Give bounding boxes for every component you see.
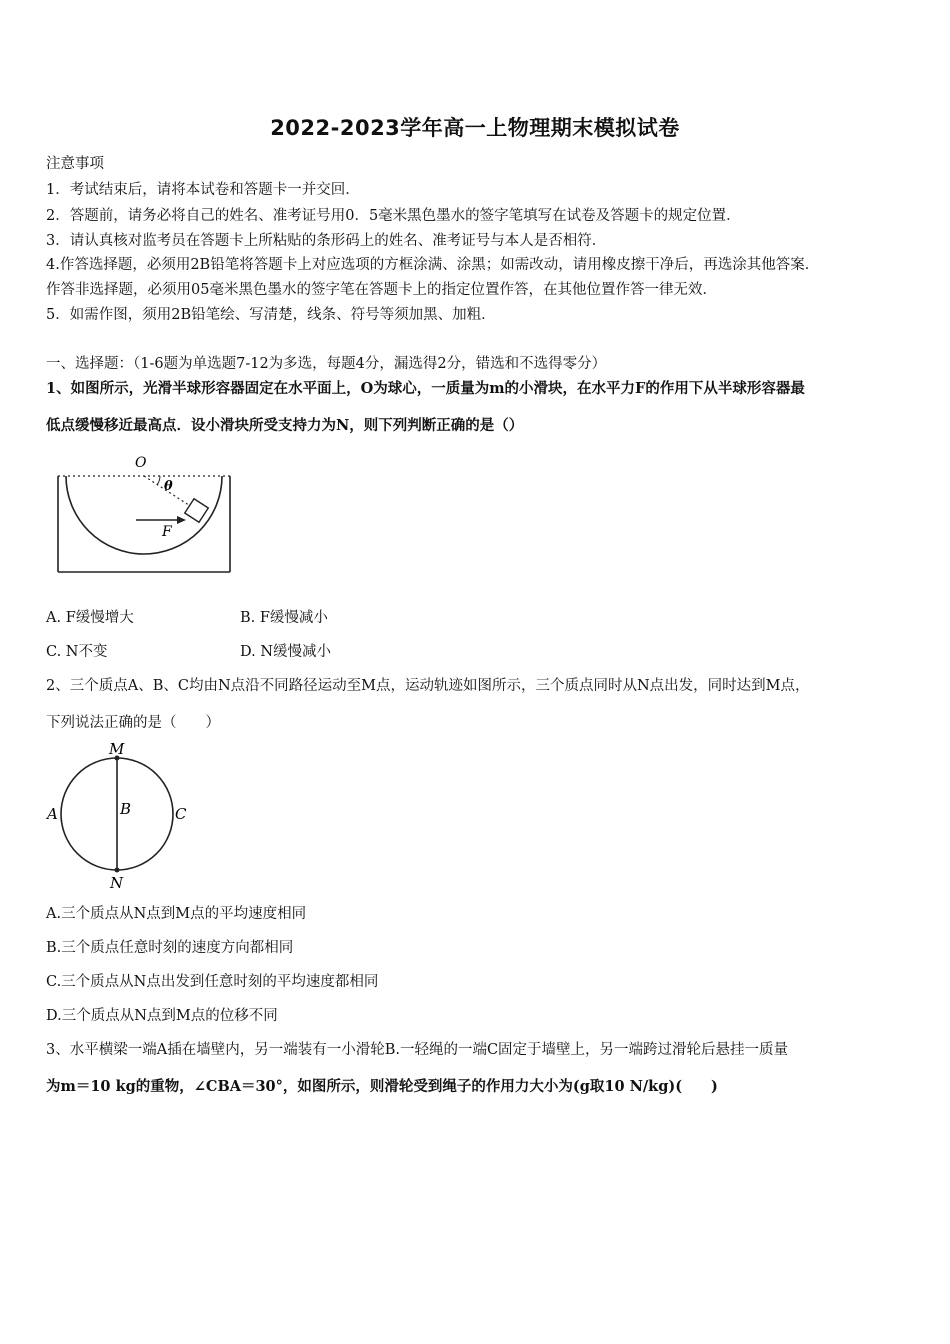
theta-label: θ	[164, 479, 173, 494]
question-3-text: 为m＝10 kg的重物，∠CBA＝30°，如图所示，则滑轮受到绳子的作用力大小为(g取10 N/kg)( )	[46, 1078, 718, 1095]
question-1-option-d: D. N缓慢减小	[240, 644, 332, 660]
notice-item: 1．考试结束后，请将本试卷和答题卡一并交回．	[46, 182, 360, 198]
path-b-label: B	[120, 800, 132, 818]
page-title: 2022-2023学年高一上物理期末模拟试卷	[270, 116, 680, 140]
question-1-text: 1、如图所示，光滑半球形容器固定在水平面上，O为球心，一质量为m的小滑块，在水平力F的作用下从半球形容器最	[46, 380, 805, 397]
question-1-option-b: B. F缓慢减小	[240, 610, 328, 626]
point-m-label: M	[109, 740, 125, 758]
question-2-option-c: C.三个质点从N点出发到任意时刻的平均速度都相同	[46, 974, 379, 990]
question-1-option-c: C. N不变	[46, 644, 108, 660]
notice-item: 作答非选择题，必须用05毫米黑色墨水的签字笔在答题卡上的指定位置作答，在其他位置作答一律无效．	[46, 282, 717, 298]
section-heading: 一、选择题：（1-6题为单选题7-12为多选，每题4分，漏选得2分，错选和不选得零分）	[46, 356, 607, 372]
point-o-label: O	[135, 455, 147, 471]
path-a-label: A	[47, 805, 58, 823]
question-1-text: 低点缓慢移近最高点．设小滑块所受支持力为N，则下列判断正确的是（）	[46, 417, 524, 434]
question-2-text: 下列说法正确的是（ ）	[46, 715, 220, 731]
notice-item: 5．如需作图，须用2B铅笔绘、写清楚，线条、符号等须加黑、加粗．	[46, 307, 496, 323]
notice-heading: 注意事项	[46, 156, 104, 172]
question-2-option-d: D.三个质点从N点到M点的位移不同	[46, 1008, 278, 1024]
question-1-option-a: A. F缓慢增大	[46, 610, 134, 626]
point-n-label: N	[110, 874, 124, 892]
notice-item: 4.作答选择题，必须用2B铅笔将答题卡上对应选项的方框涂满、涂黑；如需改动，请用橡皮擦干净后，再选涂其他答案．	[46, 257, 820, 273]
question-2-figure	[42, 738, 196, 894]
notice-item: 3．请认真核对监考员在答题卡上所粘贴的条形码上的姓名、准考证号与本人是否相符．	[46, 233, 607, 249]
question-2-option-a: A.三个质点从N点到M点的平均速度相同	[46, 906, 307, 922]
force-f-label: F	[162, 524, 172, 540]
notice-item: 2．答题前，请务必将自己的姓名、准考证号用0．5毫米黑色墨水的签字笔填写在试卷及答题卡的规定位置．	[46, 208, 741, 224]
question-1-figure	[52, 450, 238, 576]
question-2-text: 2、三个质点A、B、C均由N点沿不同路径运动至M点，运动轨迹如图所示，三个质点同时从N点出发，同时达到M点，	[46, 678, 810, 694]
question-2-option-b: B.三个质点任意时刻的速度方向都相同	[46, 940, 294, 956]
question-3-text: 3、水平横梁一端A插在墙壁内，另一端装有一小滑轮B.一轻绳的一端C固定于墙壁上，另一端跨过滑轮后悬挂一质量	[46, 1042, 789, 1058]
path-c-label: C	[175, 805, 187, 823]
